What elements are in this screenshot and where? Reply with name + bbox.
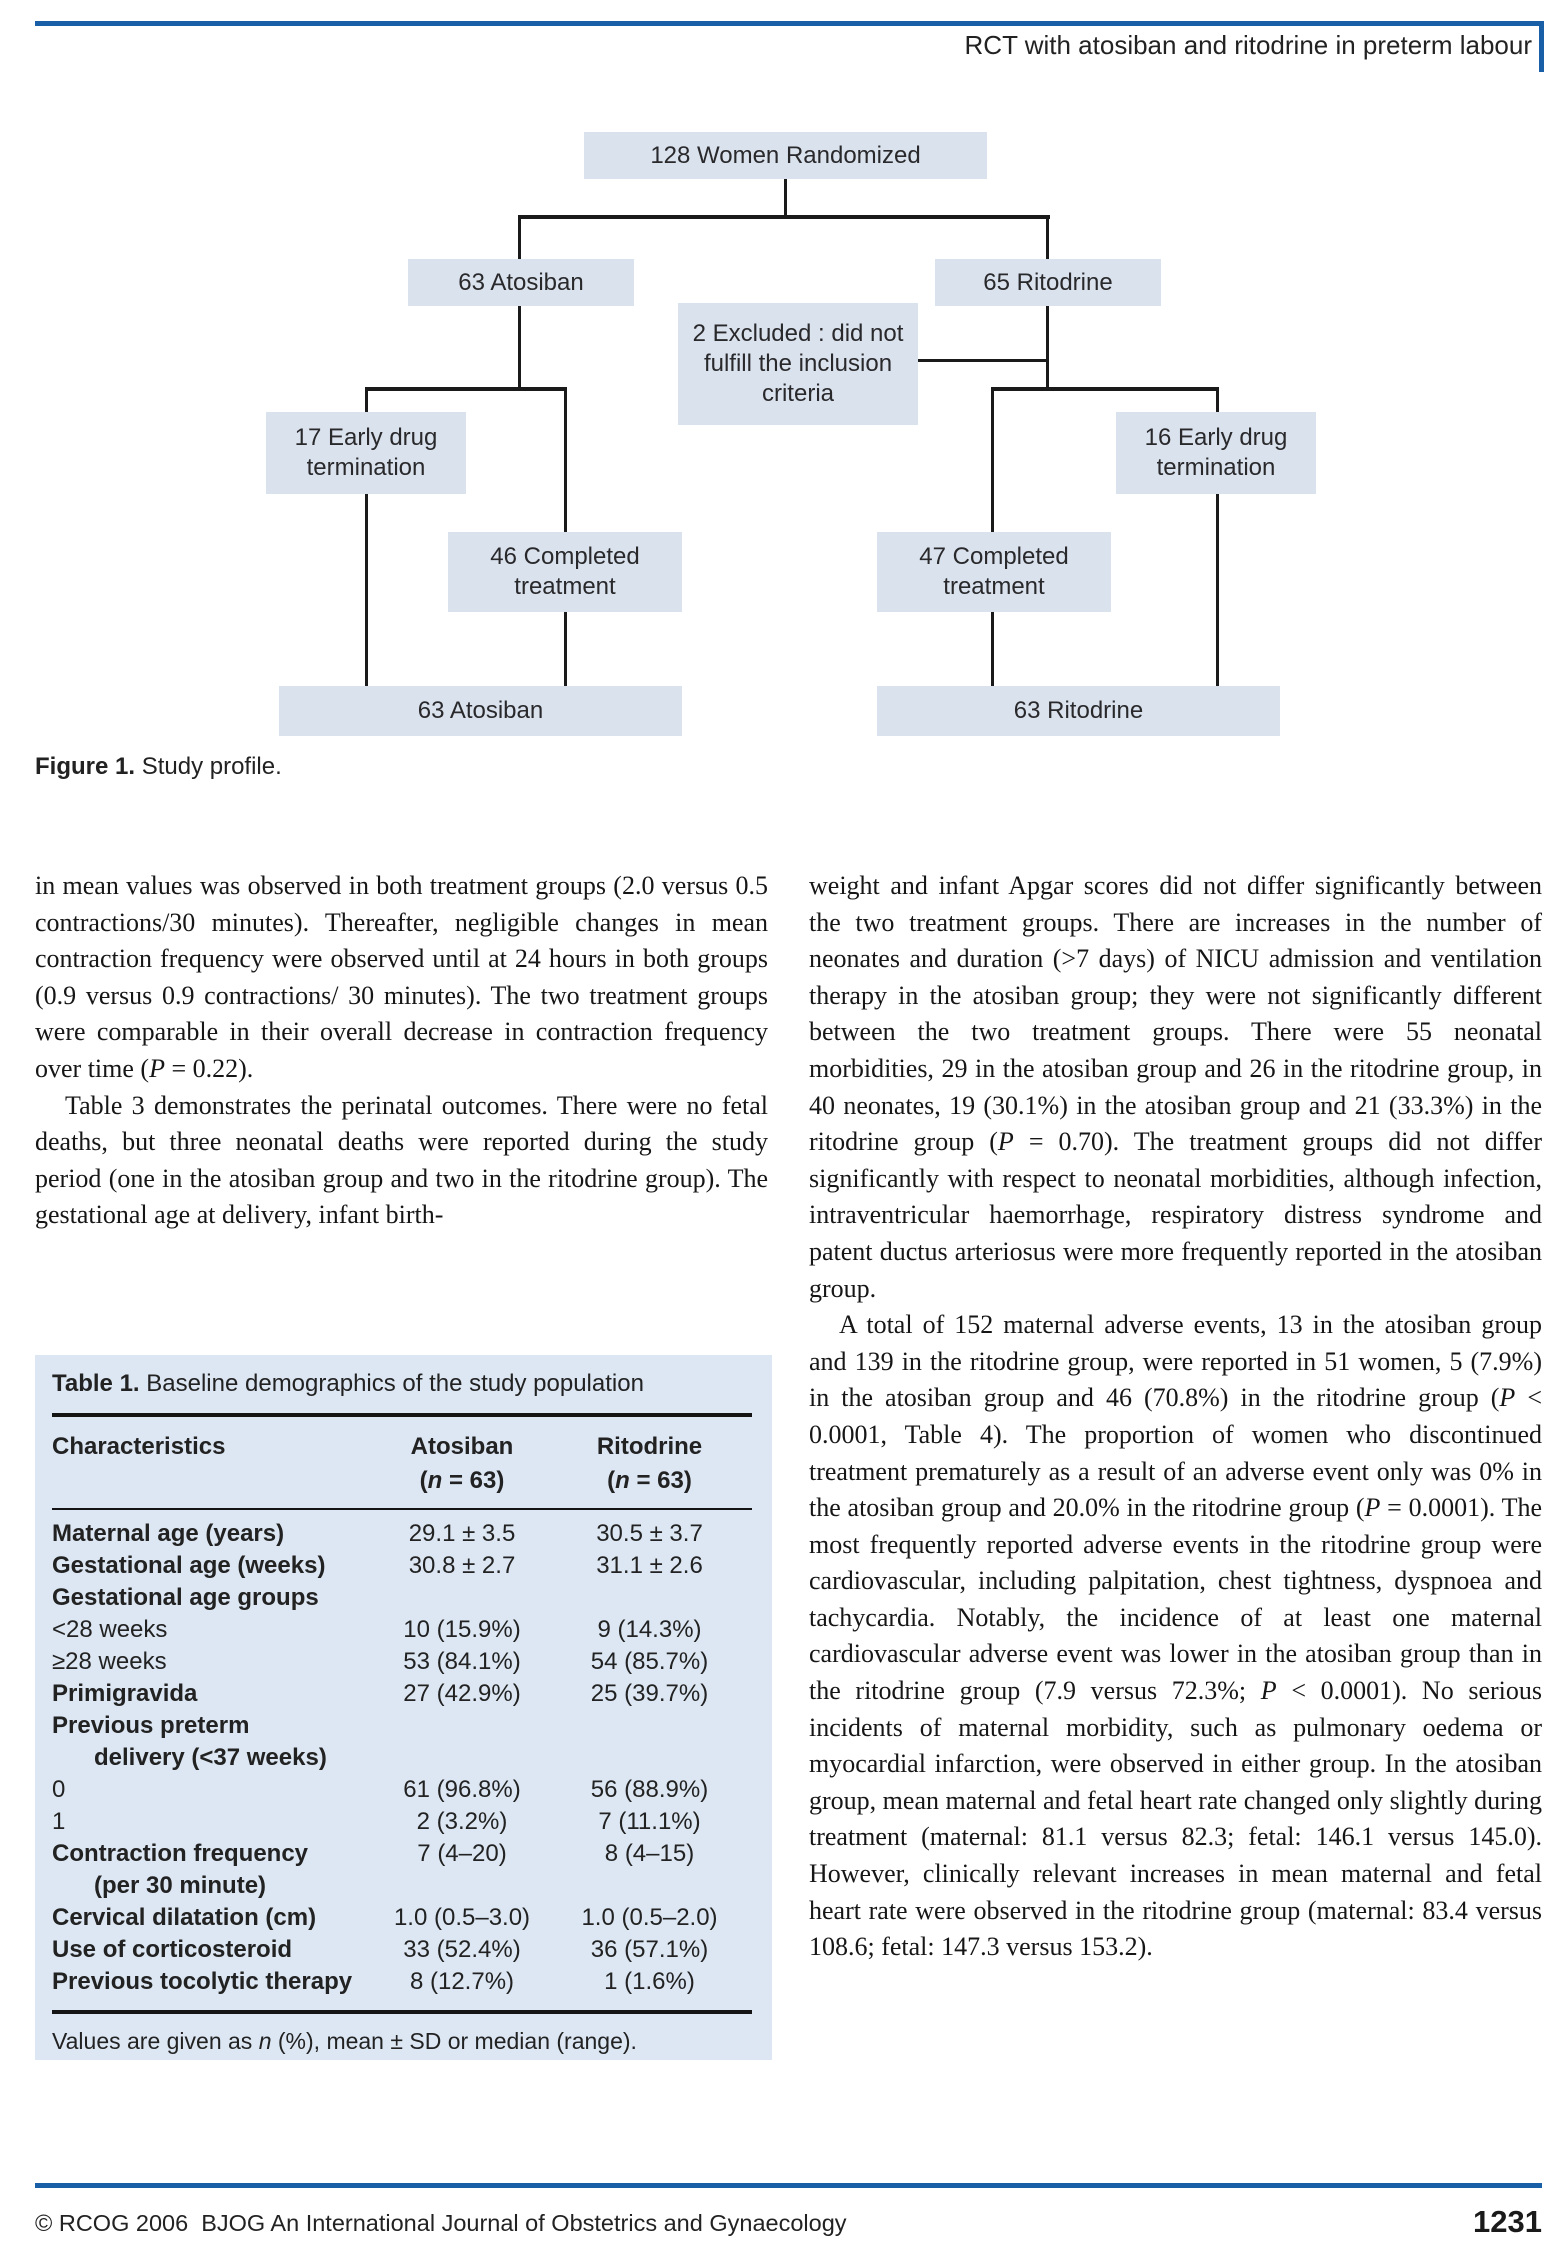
paragraph: A total of 152 maternal adverse events, 13 in the atosiban group and 139 in the ritodrine group, were reported in 51 women, 5 (7.9%) in the atosiban group and 46 (70.8%) in the ritodrine group (P < 0.0001, Table 4). The proportion of women who discontinued treatment prematurely as a result of an adverse event only was 0% in the atosiban group and 20.0% in the ritodrine group (P = 0.0001). The most frequently reported adverse events in the ritodrine group were cardiovascular, including palpitation, chest tightness, dyspnoea and tachycardia. Notably, the incidence of at least one maternal cardiovascular adverse event was lower in the atosiban group than in the ritodrine group (7.9 versus 72.3%; P < 0.0001). No serious incidents of maternal morbidity, such as pulmonary oedema or myocardial infarction, were observed in either group. In the atosiban group, mean maternal and fetal heart rate changed only slightly during treatment (maternal: 81.1 versus 82.3; fetal: 146.1 versus 145.0). However, clinically relevant increases in mean maternal and fetal heart rate were observed in the ritodrine group (maternal: 83.4 versus 108.6; fetal: 147.3 versus 153.2). xyxy=(809,1310,1543,1962)
table-footnote: Values are given as n (%), mean ± SD or median (range). xyxy=(52,2028,637,2054)
connector-line xyxy=(915,359,1048,362)
paragraph: Table 3 demonstrates the perinatal outcomes. There were no fetal deaths, but three neonatal deaths were reported during the study period (one in the atosiban group and two in the ritodrine group). The gestational age at delivery, infant birth- xyxy=(35,1090,768,1230)
table-row: Gestational age groups xyxy=(52,1584,319,1611)
figure-caption-text: Study profile. xyxy=(141,753,282,780)
header-side-rule xyxy=(1539,21,1544,72)
left-text-column xyxy=(35,868,768,1234)
table-row: Use of corticosteroid 33 (52.4%) 36 (57.1%) xyxy=(52,1936,709,1963)
flow-box-excluded: 2 Excluded : did not fulfill the inclusion criteria xyxy=(678,303,918,425)
table-row: Contraction frequency 7 (4–20) 8 (4–15) xyxy=(52,1840,695,1867)
table-row: Gestational age (weeks) 30.8 ± 2.7 31.1 ± 2.6 xyxy=(52,1552,703,1579)
table-title xyxy=(52,1369,752,1413)
connector-line xyxy=(991,612,994,686)
table-row: 1 2 (3.2%) 7 (11.1%) xyxy=(52,1808,701,1835)
connector-line xyxy=(564,389,567,532)
connector-line xyxy=(991,389,994,532)
table-rule-header xyxy=(52,1508,752,1510)
table-row: (per 30 minute) xyxy=(94,1872,267,1899)
page-number: 1231 xyxy=(1473,2204,1542,2239)
table-baseline-demographics xyxy=(35,1355,772,2060)
connector-line xyxy=(564,612,567,686)
connector-line xyxy=(365,387,567,391)
column-header-characteristics: Characteristics xyxy=(52,1433,226,1460)
table-row: Previous tocolytic therapy 8 (12.7%) 1 (1.6%) xyxy=(52,1968,695,1995)
flow-box-atosiban-arm: 63 Atosiban xyxy=(408,259,634,306)
connector-line xyxy=(518,306,521,390)
footer-copyright: © RCOG 2006 BJOG An International Journal of Obstetrics and Gynaecology xyxy=(35,2210,847,2236)
figure-caption-label: Figure 1. xyxy=(35,753,136,780)
table-row: Maternal age (years) 29.1 ± 3.5 30.5 ± 3.7 xyxy=(52,1520,703,1547)
connector-line xyxy=(1216,389,1219,414)
paragraph: weight and infant Apgar scores did not differ significantly between the two treatment groups. There are increases in the number of neonates and duration (>7 days) of NICU admission and ventilation therapy in the atosiban group; they were not significantly different between the two treatment groups. There were 55 neonatal morbidities, 29 in the atosiban group and 26 in the ritodrine group, in 40 neonates, 19 (30.1%) in the atosiban group and 21 (33.3%) in the ritodrine group (P = 0.70). The treatment groups did not differ significantly with respect to neonatal morbidities, although infection, intraventricular haemorrhage, respiratory distress syndrome and patent ductus arteriosus were more frequently reported in the atosiban group. xyxy=(809,871,1542,1303)
table-rule-bottom xyxy=(52,2010,752,2014)
header-rule xyxy=(35,21,1542,26)
flow-box-atosiban-early-termination: 17 Early drug termination xyxy=(266,412,466,494)
table-row: 0 61 (96.8%) 56 (88.9%) xyxy=(52,1776,709,1803)
figure-caption xyxy=(35,753,282,781)
flow-box-ritodrine-early-termination: 16 Early drug termination xyxy=(1116,412,1316,494)
running-head: RCT with atosiban and ritodrine in preterm labour xyxy=(964,30,1532,60)
flow-box-ritodrine-completed: 47 Completed treatment xyxy=(877,532,1111,612)
connector-line xyxy=(1046,306,1049,390)
connector-line xyxy=(518,215,1050,219)
connector-line xyxy=(365,494,368,686)
right-text-column xyxy=(809,868,1542,1966)
connector-line xyxy=(784,179,787,217)
connector-line xyxy=(518,217,521,259)
table-row: delivery (<37 weeks) xyxy=(94,1744,327,1771)
flow-box-ritodrine-arm: 65 Ritodrine xyxy=(935,259,1161,306)
connector-line xyxy=(365,389,368,414)
flow-box-ritodrine-total: 63 Ritodrine xyxy=(877,686,1280,736)
table-row: Primigravida 27 (42.9%) 25 (39.7%) xyxy=(52,1680,709,1707)
flow-box-atosiban-total: 63 Atosiban xyxy=(279,686,682,736)
connector-line xyxy=(991,387,1219,391)
paragraph: in mean values was observed in both treatment groups (2.0 versus 0.5 contractions/30 minutes). Thereafter, negligible changes in mean contraction frequency were observed until at 24 hours in both groups (0.9 versus 0.9 contractions/ 30 minutes). The two treatment groups were comparable in their overall decrease in contraction frequency over time (P = 0.22). xyxy=(35,871,768,1083)
column-header-ritodrine: Ritodrine (n = 63) xyxy=(596,1433,703,1494)
column-header-atosiban: Atosiban (n = 63) xyxy=(410,1433,514,1494)
connector-line xyxy=(1216,494,1219,686)
flow-box-randomized: 128 Women Randomized xyxy=(584,132,987,179)
table-row: Cervical dilatation (cm) 1.0 (0.5–3.0) 1.0 (0.5–2.0) xyxy=(52,1904,718,1931)
table-header-row xyxy=(52,1417,752,1508)
connector-line xyxy=(1046,217,1049,259)
table-row: Previous preterm xyxy=(52,1712,250,1739)
flow-box-atosiban-completed: 46 Completed treatment xyxy=(448,532,682,612)
footer-rule xyxy=(35,2183,1542,2188)
table-title-label: Table 1. xyxy=(52,1370,140,1397)
table-body xyxy=(52,1520,752,2000)
table-title-text: Baseline demographics of the study population xyxy=(146,1370,644,1397)
table-row: ≥28 weeks 53 (84.1%) 54 (85.7%) xyxy=(52,1648,709,1675)
table-row: <28 weeks 10 (15.9%) 9 (14.3%) xyxy=(52,1616,702,1643)
